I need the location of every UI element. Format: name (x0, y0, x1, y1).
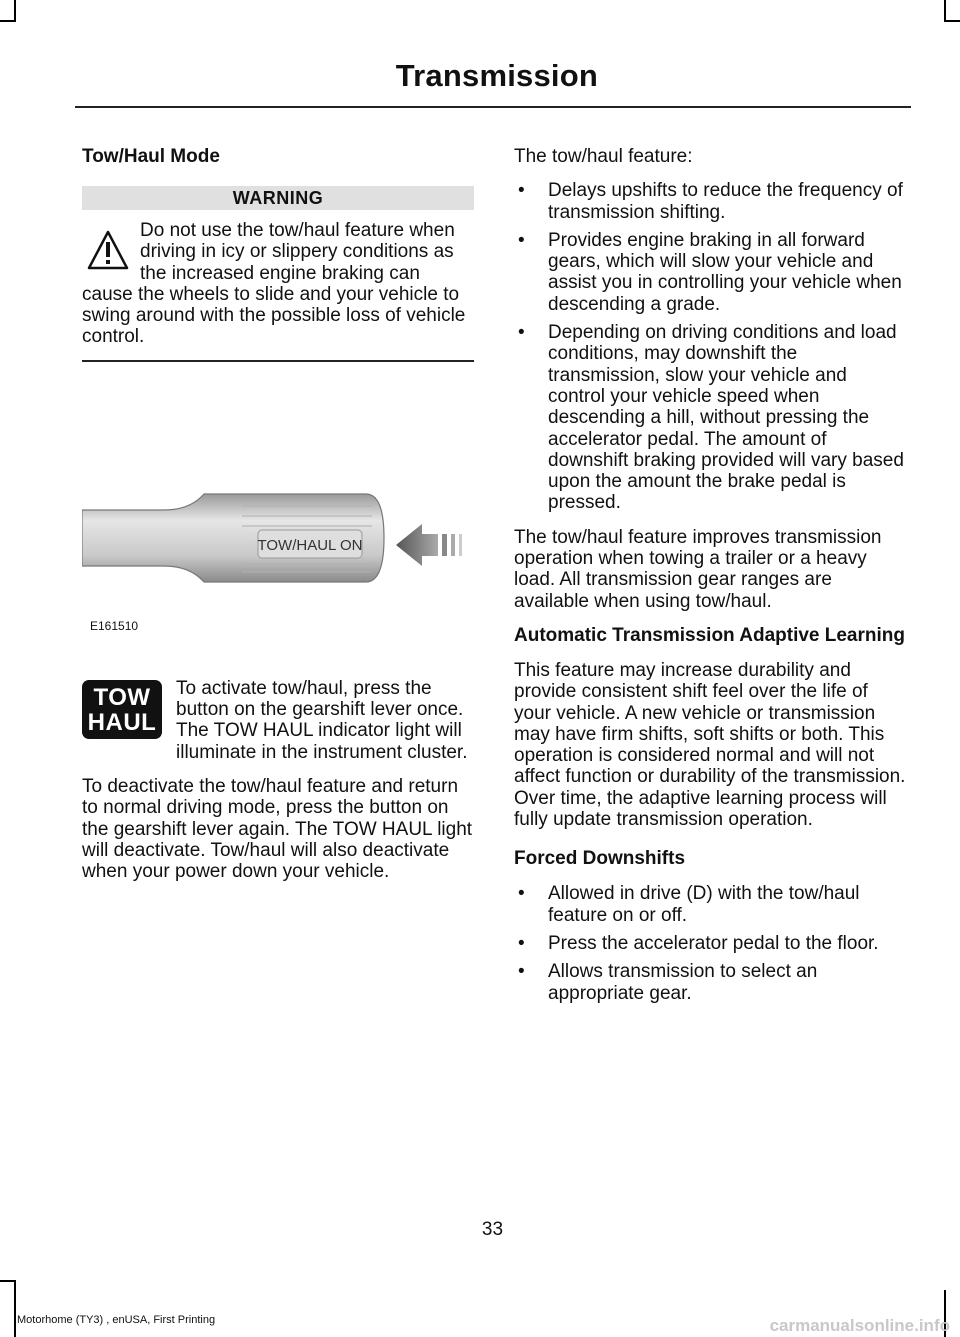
gearshift-figure (82, 472, 474, 644)
paragraph: The tow/haul feature: (514, 146, 693, 167)
gearshift-lever-illustration (82, 472, 474, 644)
list-item: • Provides engine braking in all forward gears, which will slow your vehicle and assist you in controlling your vehicle when descending a grade. (514, 230, 908, 315)
section-title: Forced Downshifts (514, 848, 686, 870)
warning-triangle-icon (86, 228, 130, 280)
paragraph: To deactivate the tow/haul feature and return to normal driving mode, press the button on the gearshift lever again. The TOW HAUL light will deactivate. Tow/haul will also deactivate when your power down your vehicle. (82, 775, 473, 883)
crop-mark (944, 0, 946, 22)
paragraph: To activate tow/haul, press the button on the gearshift lever once. The TOW HAUL indicator light will illuminate in the instrument cluster. (176, 677, 468, 763)
list-item: • Delays upshifts to reduce the frequency of transmission shifting. (514, 180, 908, 223)
crop-mark (944, 20, 960, 22)
right-column (514, 146, 908, 1017)
crop-mark (0, 1280, 16, 1282)
page-title: Transmission (395, 58, 598, 93)
section-title: Tow/Haul Mode (82, 146, 220, 167)
button-label: TOW/HAUL ON (257, 536, 363, 554)
paragraph: This feature may increase durability and provide consistent shift feel over the life of your vehicle. A new vehicle or transmission may have firm shifts, soft shifts or both. This operation is considered normal and will not affect function or durability of the transmission. Over time, the adaptive learning process will fully update transmission operation. (514, 659, 906, 831)
list-item: • Press the accelerator pedal to the floor. (514, 933, 908, 954)
paragraph: The tow/haul feature improves transmission operation when towing a trailer or a heavy load. All transmission gear ranges are available when using tow/haul. (514, 526, 882, 612)
tow-icon-line1: TOW (93, 683, 151, 711)
list-item: • Depending on driving conditions and load conditions, may downshift the transmission, slow your vehicle and control your vehicle speed when descending a hill, without pressing the accelerator pedal. The amount of downshift braking provided will vary based upon the amount the brake pedal is pressed. (514, 322, 908, 514)
forced-downshift-list (514, 883, 908, 1003)
watermark: carmanualsonline.info (769, 1316, 950, 1335)
tow-haul-icon (82, 680, 162, 739)
warning-label: WARNING (82, 186, 474, 210)
list-item: • Allowed in drive (D) with the tow/haul feature on or off. (514, 883, 908, 926)
feature-list (514, 180, 908, 513)
tow-icon-line2: HAUL (87, 708, 157, 736)
activation-block (82, 678, 474, 883)
list-item: • Allows transmission to select an appropriate gear. (514, 961, 908, 1004)
warning-box (82, 220, 474, 362)
crop-mark (14, 0, 16, 22)
crop-mark (0, 20, 16, 22)
figure-code: E161510 (90, 618, 139, 633)
warning-text: Do not use the tow/haul feature when driving in icy or slippery conditions as the increased engine braking can cause the wheels to slide and your vehicle to swing around with the possible loss of vehicle control. (82, 220, 466, 348)
section-title: Automatic Transmission Adaptive Learning (514, 624, 905, 646)
page-number: 33 (481, 1219, 504, 1240)
header-divider (75, 106, 911, 108)
left-column (82, 146, 474, 895)
footer-text: Motorhome (TY3) , enUSA, First Printing (17, 1314, 216, 1326)
crop-mark (14, 1280, 16, 1337)
